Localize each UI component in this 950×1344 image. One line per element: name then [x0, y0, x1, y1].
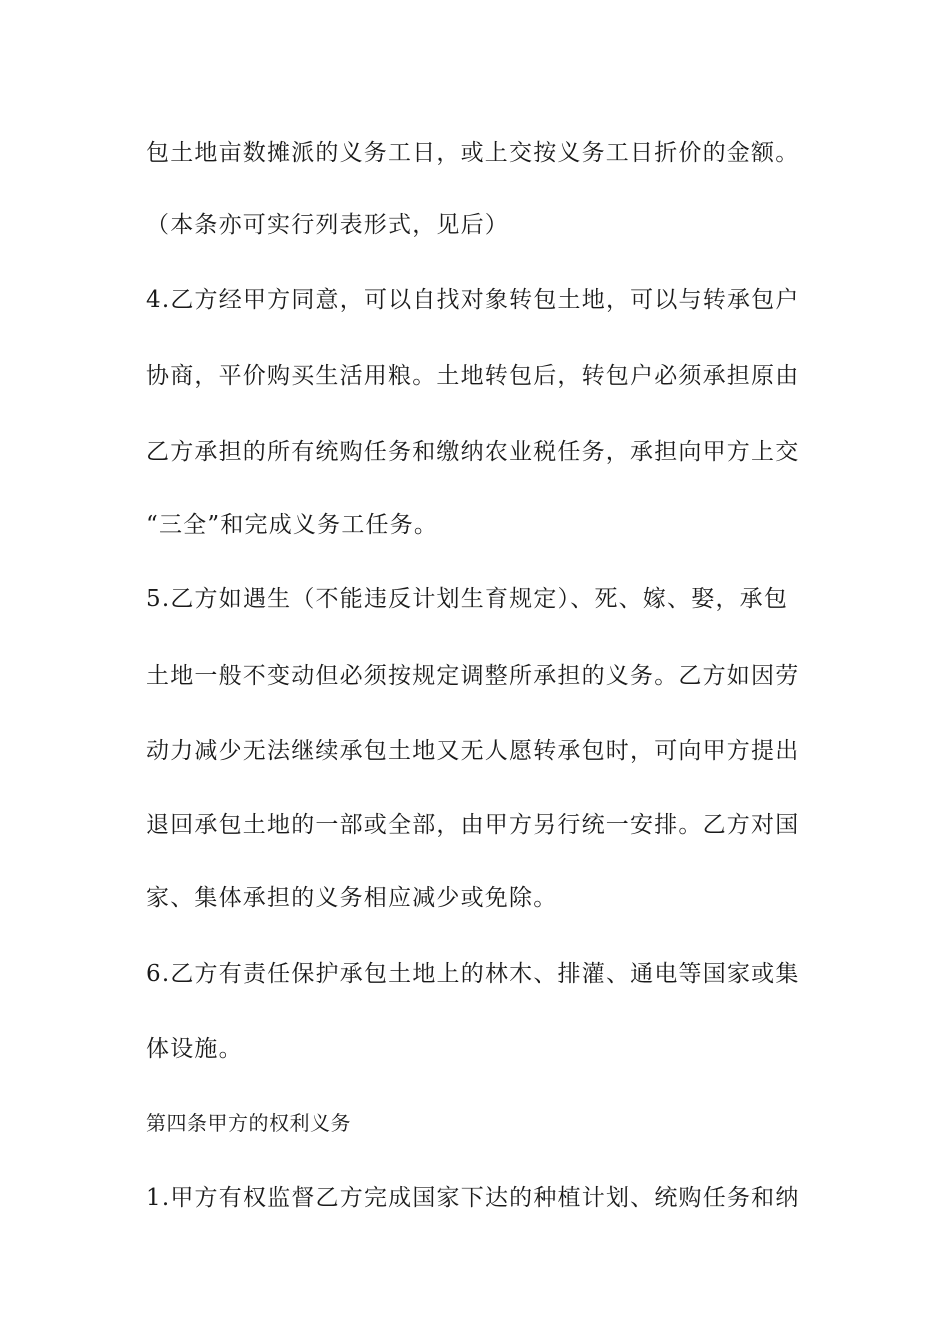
- clause-1-line: 1.甲方有权监督乙方完成国家下达的种植计划、统购任务和纳: [146, 1185, 800, 1211]
- paragraph-line: 协商，平价购买生活用粮。土地转包后，转包户必须承担原由: [146, 363, 800, 389]
- paragraph-line: 体设施。: [146, 1036, 243, 1062]
- clause-5-line: 5.乙方如遇生（不能违反计划生育规定）、死、嫁、娶，承包: [146, 586, 789, 612]
- paragraph-line: （本条亦可实行列表形式，见后）: [146, 212, 509, 238]
- paragraph-line: “三全”和完成义务工任务。: [146, 512, 439, 538]
- clause-4-line: 4.乙方经甲方同意，可以自找对象转包土地，可以与转承包户: [146, 287, 800, 313]
- section-heading: 第四条甲方的权利义务: [146, 1111, 351, 1135]
- paragraph-line: 土地一般不变动但必须按规定调整所承担的义务。乙方如因劳: [146, 663, 800, 689]
- paragraph-line: 家、集体承担的义务相应减少或免除。: [146, 885, 558, 911]
- paragraph-line: 乙方承担的所有统购任务和缴纳农业税任务，承担向甲方上交: [146, 439, 800, 465]
- paragraph-line: 动力减少无法继续承包土地又无人愿转承包时，可向甲方提出: [146, 738, 800, 764]
- paragraph-line: 退回承包土地的一部或全部，由甲方另行统一安排。乙方对国: [146, 812, 800, 838]
- clause-6-line: 6.乙方有责任保护承包土地上的林木、排灌、通电等国家或集: [146, 961, 800, 987]
- paragraph-line: 包土地亩数摊派的义务工日，或上交按义务工日折价的金额。: [146, 140, 800, 166]
